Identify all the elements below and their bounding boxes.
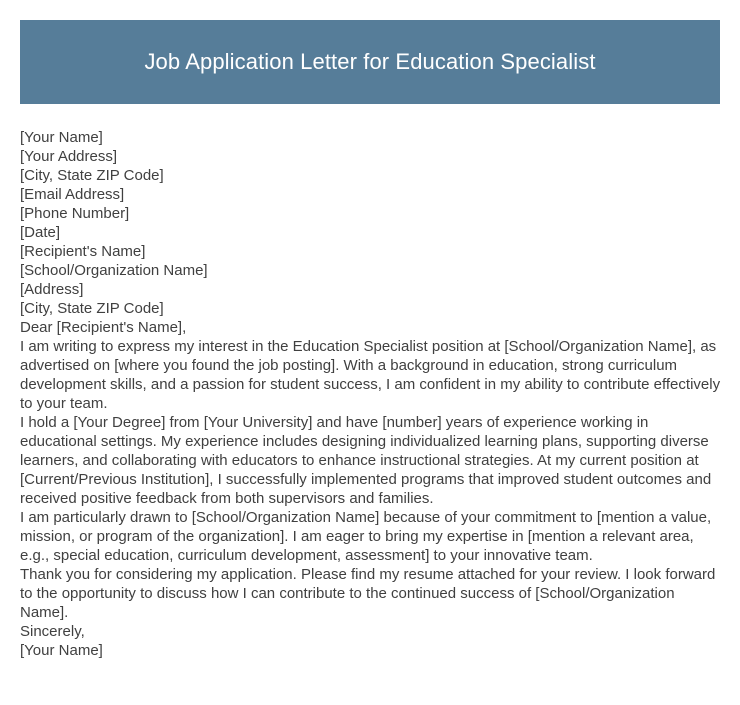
recipient-street-address: [Address] — [20, 281, 84, 298]
sender-email: [Email Address] — [20, 186, 125, 203]
recipient-name: [Recipient's Name] — [20, 243, 146, 260]
body-paragraph-4: Thank you for considering my application. Please find my resume attached for your review. I look forward to the opportunity to discuss how I can contribute to the continued success of [School/Organization Name]. — [20, 566, 716, 621]
body-paragraph-2: I hold a [Your Degree] from [Your University] and have [number] years of experience working in educational settings. My experience includes designing individualized learning plans, supporting diverse learners, and collaborating with educators to enhance instructional strategies. At my current position at [Current/Previous Institution], I successfully implemented programs that improved student outcomes and received positive feedback from both supervisors and families. — [20, 414, 712, 507]
letter-date: [Date] — [20, 224, 61, 241]
sender-city-state-zip: [City, State ZIP Code] — [20, 167, 164, 184]
page-title: Job Application Letter for Education Specialist — [144, 48, 596, 74]
recipient-organization: [School/Organization Name] — [20, 262, 208, 279]
letter-body — [20, 128, 722, 660]
recipient-city-state-zip: [City, State ZIP Code] — [20, 300, 164, 317]
salutation: Dear [Recipient's Name], — [20, 319, 187, 336]
document-header-banner — [20, 20, 720, 104]
closing-salutation: Sincerely, — [20, 623, 85, 640]
closing-block — [20, 622, 722, 660]
sender-phone: [Phone Number] — [20, 205, 130, 222]
sender-address-block — [20, 128, 722, 223]
sender-name: [Your Name] — [20, 129, 103, 146]
body-paragraph-3: I am particularly drawn to [School/Organization Name] because of your commitment to [mention a value, mission, or program of the organization]. I am eager to bring my expertise in [mention a relevant area, e.g., special education, curriculum development, assessment] to your innovative team. — [20, 509, 712, 564]
sender-street-address: [Your Address] — [20, 148, 118, 165]
recipient-address-block — [20, 242, 722, 318]
signature-name: [Your Name] — [20, 642, 103, 659]
body-paragraph-1: I am writing to express my interest in the Education Specialist position at [School/Organization Name], as advertised on [where you found the job posting]. With a background in education, strong curriculum development skills, and a passion for student success, I am confident in my ability to contribute effectively to your team. — [20, 338, 721, 412]
